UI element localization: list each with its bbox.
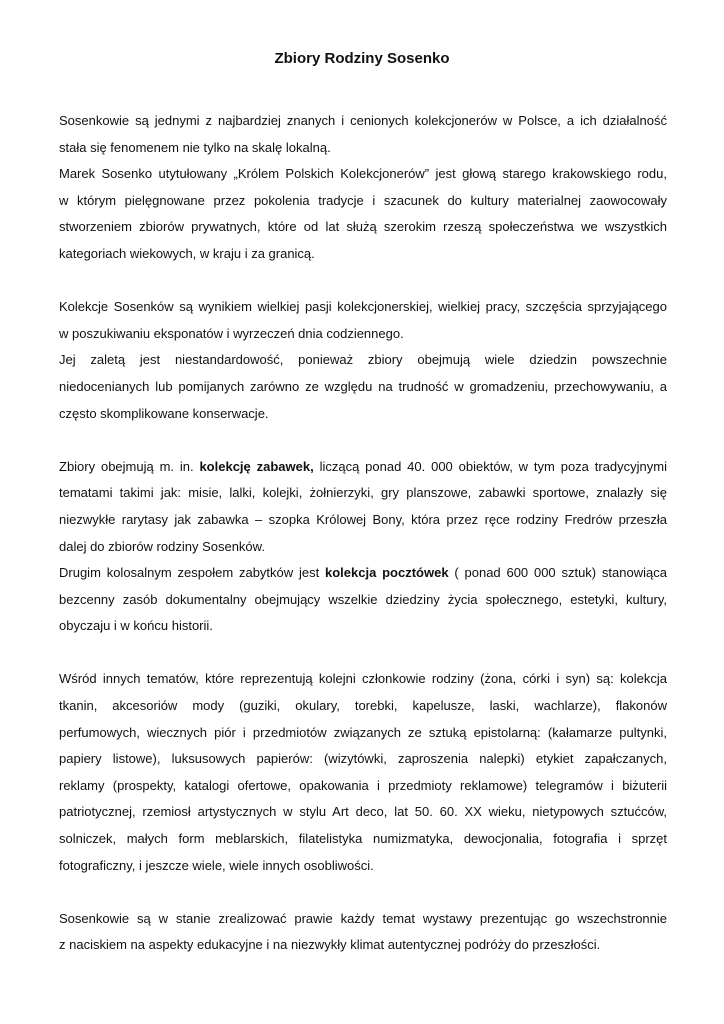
text-line: dalej do zbiorów rodziny Sosenków. bbox=[59, 538, 265, 554]
text-line bbox=[59, 560, 667, 587]
text-line: papiery listowe), luksusowych papierów: (wizytówki, zaproszenia nalepki) etykiet zapałczanych, bbox=[59, 751, 667, 767]
paragraph bbox=[59, 454, 667, 640]
text-line: obyczaju i w końcu historii. bbox=[59, 618, 213, 634]
document-title: Zbiory Rodziny Sosenko bbox=[274, 50, 450, 67]
text-line: Sosenkowie są jednymi z najbardziej znanych i cenionych kolekcjonerów w Polsce, a ich działalność bbox=[59, 113, 667, 128]
text-line: niedocenianych lub pomijanych zarówno ze względu na trudność w gromadzeniu, przechowywaniu, a bbox=[59, 378, 667, 394]
text-line: reklamy (prospekty, katalogi ofertowe, opakowania i przedmioty reklamowe) telegramów i biżuterii bbox=[59, 777, 667, 793]
document-body bbox=[59, 108, 667, 959]
text-line: kategoriach wiekowych, w kraju i za granicą. bbox=[59, 245, 315, 261]
text-line: Jej zaletą jest niestandardowość, ponieważ zbiory obejmują wiele dziedzin powszechnie bbox=[59, 352, 667, 368]
text-run: ( ponad 600 000 sztuk) stanowiąca bbox=[448, 565, 667, 581]
text-line: często skomplikowane konserwacje. bbox=[59, 405, 269, 421]
text-line: stworzeniem zbiorów prywatnych, które od lat służą szerokim rzeszą społeczeństwa we wszystkich bbox=[59, 219, 667, 235]
paragraph bbox=[59, 906, 667, 959]
bold-text-run: kolekcja pocztówek bbox=[325, 565, 449, 581]
text-line: z naciskiem na aspekty edukacyjne i na niezwykły klimat autentycznej podróży do przeszłości. bbox=[59, 937, 601, 953]
paragraph bbox=[59, 108, 667, 268]
text-line: Wśród innych tematów, które reprezentują kolejni członkowie rodziny (żona, córki i syn) są: kolekcja bbox=[59, 671, 667, 687]
text-line bbox=[59, 454, 667, 481]
text-line: w poszukiwaniu eksponatów i wyrzeczeń dnia codziennego. bbox=[59, 325, 404, 341]
text-line: patriotycznej, rzemiosł artystycznych w stylu Art deco, lat 50. 60. XX wieku, nietypowych sztućców, bbox=[59, 804, 667, 820]
paragraph bbox=[59, 666, 667, 879]
text-line: Sosenkowie są w stanie zrealizować prawie każdy temat wystawy prezentując go wszechstronnie bbox=[59, 910, 667, 926]
text-run: Zbiory obejmują m. in. bbox=[59, 458, 200, 474]
text-line: Marek Sosenko utytułowany „Królem Polskich Kolekcjonerów” jest głową starego krakowskiego rodu, bbox=[59, 166, 667, 182]
text-line: tematami takimi jak: misie, lalki, kolejki, żołnierzyki, gry planszowe, zabawki sportowe, znalazły się bbox=[59, 485, 667, 501]
bold-text-run: kolekcję zabawek, bbox=[199, 458, 314, 474]
text-run: Drugim kolosalnym zespołem zabytków jest bbox=[59, 565, 325, 581]
text-line: niezwykłe rarytasy jak zabawka – szopka Królowej Bony, która przez ręce rodziny Fredrów przeszła bbox=[59, 511, 667, 527]
paragraph bbox=[59, 294, 667, 427]
text-line: fotograficzny, i jeszcze wiele, wiele innych osobliwości. bbox=[59, 857, 374, 873]
text-line: bezcenny zasób dokumentalny obejmujący wszelkie dziedziny życia społecznego, estetyki, kultury, bbox=[59, 591, 667, 607]
text-line: solniczek, małych form meblarskich, filatelistyka numizmatyka, dewocjonalia, fotografia i sprzęt bbox=[59, 831, 667, 847]
text-line: stała się fenomenem nie tylko na skalę lokalną. bbox=[59, 139, 331, 155]
text-run: liczącą ponad 40. 000 obiektów, w tym poza tradycyjnymi bbox=[313, 458, 667, 474]
text-line: w którym pielęgnowane przez pokolenia tradycje i szacunek do kultury materialnej zaowocowały bbox=[59, 192, 667, 208]
text-line: tkanin, akcesoriów mody (guziki, okulary, torebki, kapelusze, laski, wachlarze), flakonów bbox=[59, 698, 667, 714]
text-line: Kolekcje Sosenków są wynikiem wielkiej pasji kolekcjonerskiej, wielkiej pracy, szczęścia sprzyjającego bbox=[59, 299, 667, 315]
text-line: perfumowych, wiecznych piór i przedmiotów związanych ze sztuką epistolarną: (kałamarze pultynki, bbox=[59, 724, 667, 740]
